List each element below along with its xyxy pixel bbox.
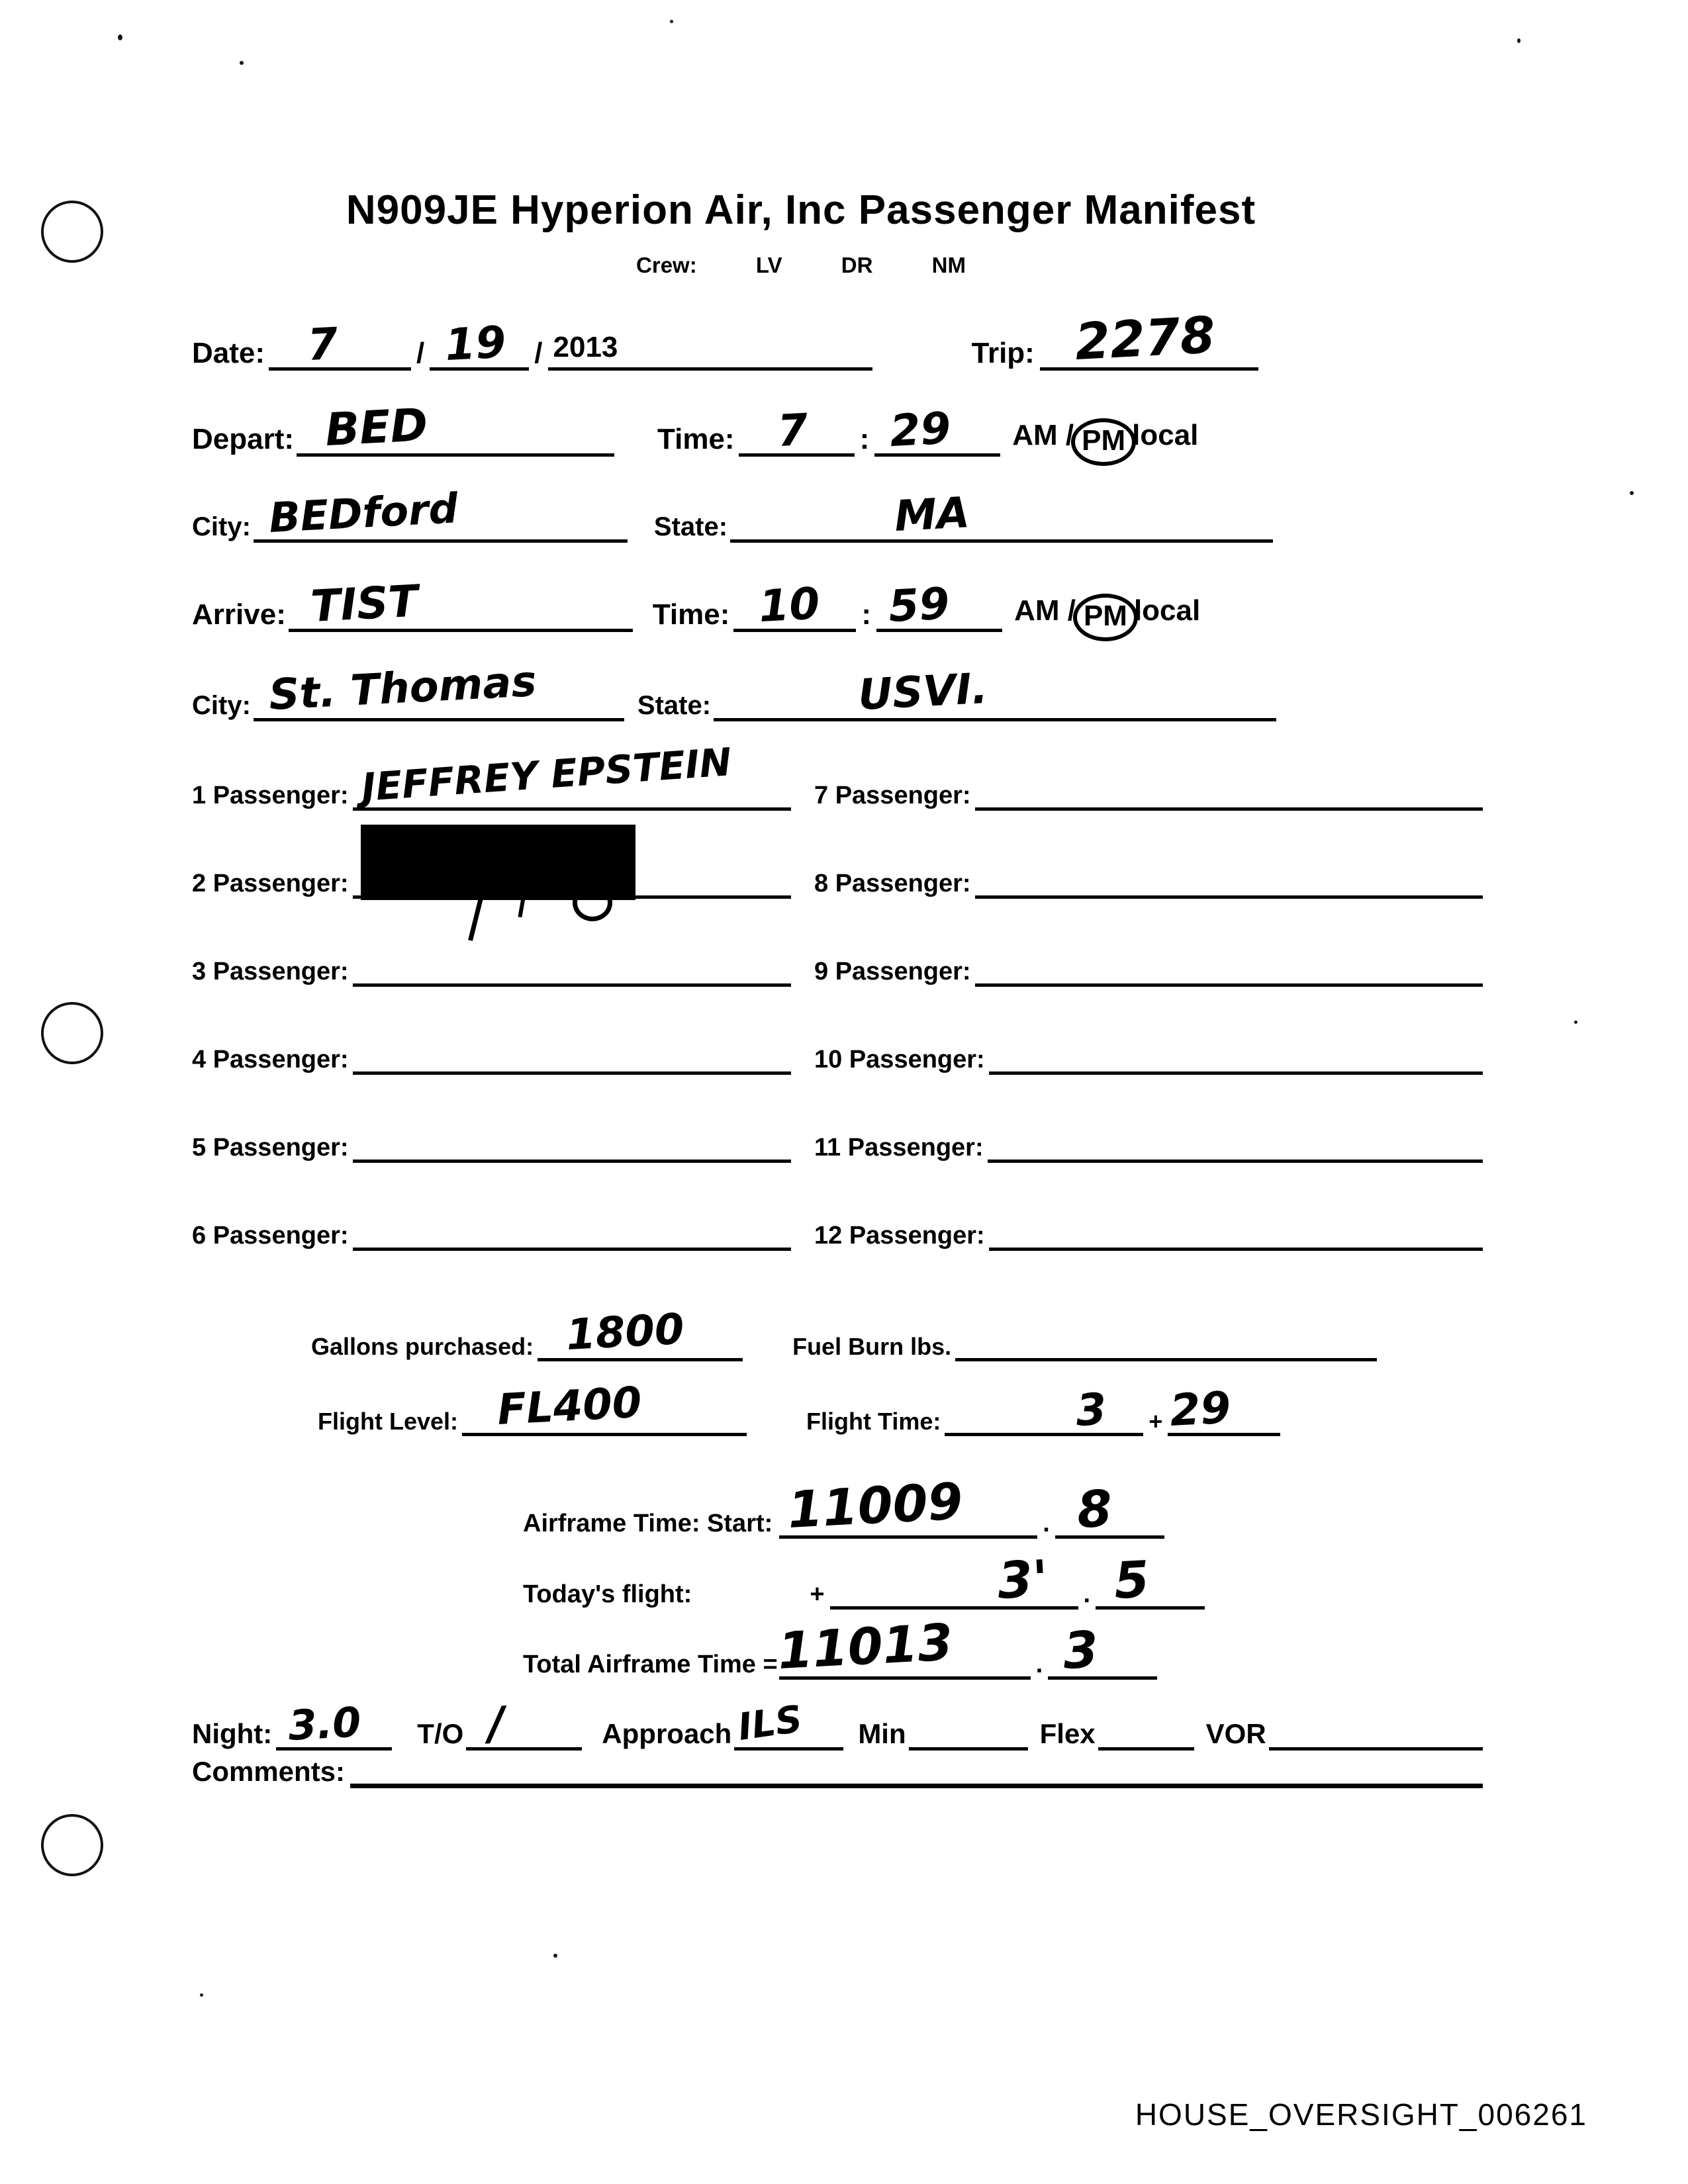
approach-label: Approach [602, 1718, 732, 1749]
passenger-4-field [353, 1062, 791, 1075]
night-value: 3.0 [287, 1698, 363, 1751]
arrive-time-label: Time: [652, 598, 730, 631]
arrive-airport-field [289, 575, 633, 632]
depart-state-field [730, 488, 1273, 543]
passenger-1-value: JEFFREY EPSTEIN [359, 739, 733, 810]
arrive-minute-value: 59 [887, 577, 951, 632]
arrive-pm-circled: PM [1073, 594, 1138, 641]
passenger-3-field [353, 974, 791, 987]
scan-speck [1574, 1021, 1577, 1024]
depart-pm-circled: PM [1071, 418, 1136, 466]
airframe-start-decimal-point: . [1043, 1510, 1050, 1537]
arrive-time-colon: : [861, 598, 872, 631]
todays-flight-plus: + [810, 1580, 825, 1608]
todays-flight-tenths-value: 5 [1112, 1549, 1151, 1610]
gallons-purchased-field [538, 1305, 743, 1361]
date-separator-2: / [534, 337, 543, 369]
arrive-label: Arrive: [192, 598, 286, 631]
flight-level-label: Flight Level: [318, 1408, 459, 1435]
passenger-4-label: 4 Passenger: [192, 1046, 349, 1073]
passenger-12-field [989, 1238, 1483, 1251]
flight-time-minutes-value: 29 [1168, 1381, 1233, 1436]
depart-city-value: BEDford [267, 484, 459, 543]
arrive-hour-field [733, 577, 856, 632]
scan-speck [1517, 38, 1521, 43]
todays-flight-label: Today's flight: [523, 1580, 692, 1608]
arrive-state-value: USVI. [857, 664, 989, 721]
passenger-6-field [353, 1238, 791, 1251]
passenger-10-label: 10 Passenger: [814, 1046, 985, 1073]
flex-label: Flex [1039, 1718, 1096, 1749]
bates-number-watermark: HOUSE_OVERSIGHT_006261 [1135, 2097, 1587, 2132]
depart-am-label: AM / [1012, 419, 1074, 451]
trip-value: 2278 [1073, 304, 1217, 371]
flight-time-minutes-field [1168, 1381, 1280, 1436]
airframe-start-field [779, 1471, 1037, 1539]
punch-hole-middle [41, 1002, 103, 1064]
passenger-3-label: 3 Passenger: [192, 958, 349, 985]
flight-level-field [462, 1379, 747, 1436]
takeoff-value: / [487, 1697, 506, 1751]
arrive-state-label: State: [637, 691, 712, 720]
comments-field [350, 1774, 1483, 1788]
passenger-11-label: 11 Passenger: [814, 1134, 984, 1161]
crew-label: Crew: [636, 253, 697, 277]
airframe-start-tenths-field [1055, 1478, 1164, 1539]
takeoff-label: T/O [417, 1718, 464, 1749]
flight-time-label: Flight Time: [806, 1408, 941, 1435]
total-airframe-tenths-field [1048, 1619, 1157, 1680]
arrive-state-field [714, 664, 1276, 721]
min-label: Min [858, 1718, 906, 1749]
scan-speck [240, 61, 244, 65]
total-airframe-field [776, 1612, 1031, 1680]
redacted-handwriting-stroke [518, 897, 525, 918]
page-title: N909JE Hyperion Air, Inc Passenger Manifest [346, 187, 1256, 233]
passenger-1-label: 1 Passenger: [192, 782, 349, 809]
depart-state-value: MA [893, 488, 971, 542]
trip-label: Trip: [971, 337, 1035, 369]
date-separator-1: / [416, 337, 425, 369]
gallons-purchased-label: Gallons purchased: [311, 1333, 534, 1360]
total-airframe-value: 11013 [776, 1612, 955, 1680]
date-month-field [269, 318, 411, 371]
todays-flight-decimal-point: . [1083, 1580, 1091, 1608]
arrive-am-label: AM / [1014, 594, 1076, 627]
arrive-local-label: local [1133, 594, 1201, 627]
night-label: Night: [192, 1718, 273, 1749]
crew-member-3: NM [931, 253, 966, 277]
depart-airport-field [297, 398, 614, 457]
depart-time-colon: : [859, 423, 870, 455]
trip-field [1040, 304, 1258, 371]
depart-airport-value: BED [324, 398, 430, 457]
passenger-10-field [989, 1062, 1483, 1075]
date-label: Date: [192, 337, 265, 369]
depart-minute-value: 29 [888, 402, 953, 457]
scan-speck [118, 34, 122, 40]
flight-time-plus: + [1149, 1408, 1163, 1435]
depart-city-field [254, 484, 628, 543]
todays-flight-tenths-field [1096, 1549, 1205, 1610]
depart-local-label: local [1132, 419, 1199, 451]
passenger-2-label: 2 Passenger: [192, 870, 349, 897]
passenger-7-field [975, 798, 1483, 811]
arrive-hour-value: 10 [757, 577, 821, 632]
passenger-7-label: 7 Passenger: [814, 782, 971, 809]
fuel-burn-label: Fuel Burn lbs. [792, 1333, 952, 1360]
crew-member-2: DR [841, 253, 873, 277]
date-month-value: 7 [306, 318, 340, 371]
airframe-start-value: 11009 [786, 1471, 964, 1539]
depart-state-label: State: [653, 512, 728, 541]
passenger-6-label: 6 Passenger: [192, 1222, 349, 1250]
date-year-value: 2013 [553, 331, 618, 363]
passenger-5-field [353, 1150, 791, 1163]
vor-label: VOR [1205, 1718, 1266, 1749]
passenger-5-label: 5 Passenger: [192, 1134, 349, 1161]
flight-level-value: FL400 [496, 1379, 643, 1435]
passenger-8-field [975, 886, 1483, 899]
gallons-purchased-value: 1800 [565, 1305, 686, 1361]
passenger-12-label: 12 Passenger: [814, 1222, 985, 1250]
scan-speck [670, 20, 673, 23]
arrive-city-label: City: [192, 691, 251, 720]
depart-label: Depart: [192, 423, 295, 455]
comments-label: Comments: [192, 1756, 346, 1787]
arrive-city-field [254, 657, 624, 721]
flight-time-hours-value: 3 [1074, 1383, 1108, 1436]
arrive-minute-field [876, 577, 1002, 632]
passenger-9-label: 9 Passenger: [814, 958, 971, 985]
fuel-burn-field [955, 1349, 1377, 1361]
depart-city-label: City: [192, 512, 251, 541]
total-airframe-decimal-point: . [1035, 1651, 1043, 1678]
date-day-value: 19 [444, 316, 508, 371]
total-airframe-label: Total Airframe Time = [523, 1651, 778, 1678]
date-day-field [430, 316, 529, 371]
passenger-8-label: 8 Passenger: [814, 870, 971, 897]
passenger-1-field [353, 739, 791, 811]
flight-time-hours-field [945, 1383, 1143, 1436]
todays-flight-field [830, 1548, 1078, 1610]
scan-speck [553, 1954, 557, 1958]
date-year-field [548, 331, 872, 371]
depart-hour-field [739, 404, 855, 457]
passenger-9-field [975, 974, 1483, 987]
depart-hour-value: 7 [776, 404, 809, 457]
scan-speck [1630, 491, 1634, 495]
arrive-airport-value: TIST [309, 575, 420, 632]
todays-flight-value: 3' [996, 1548, 1050, 1610]
passenger-11-field [988, 1150, 1483, 1163]
punch-hole-bottom [41, 1814, 103, 1876]
depart-time-label: Time: [657, 423, 735, 455]
airframe-start-tenths-value: 8 [1075, 1478, 1114, 1539]
redacted-handwriting-loop [573, 884, 612, 921]
total-airframe-tenths-value: 3 [1062, 1619, 1100, 1680]
arrive-city-value: St. Thomas [267, 657, 538, 721]
approach-value: ILS [735, 1697, 806, 1749]
scan-speck [200, 1993, 203, 1997]
airframe-start-label: Airframe Time: Start: [523, 1510, 773, 1537]
depart-minute-field [874, 402, 1000, 457]
crew-line [0, 253, 1602, 278]
crew-member-1: LV [755, 253, 782, 277]
